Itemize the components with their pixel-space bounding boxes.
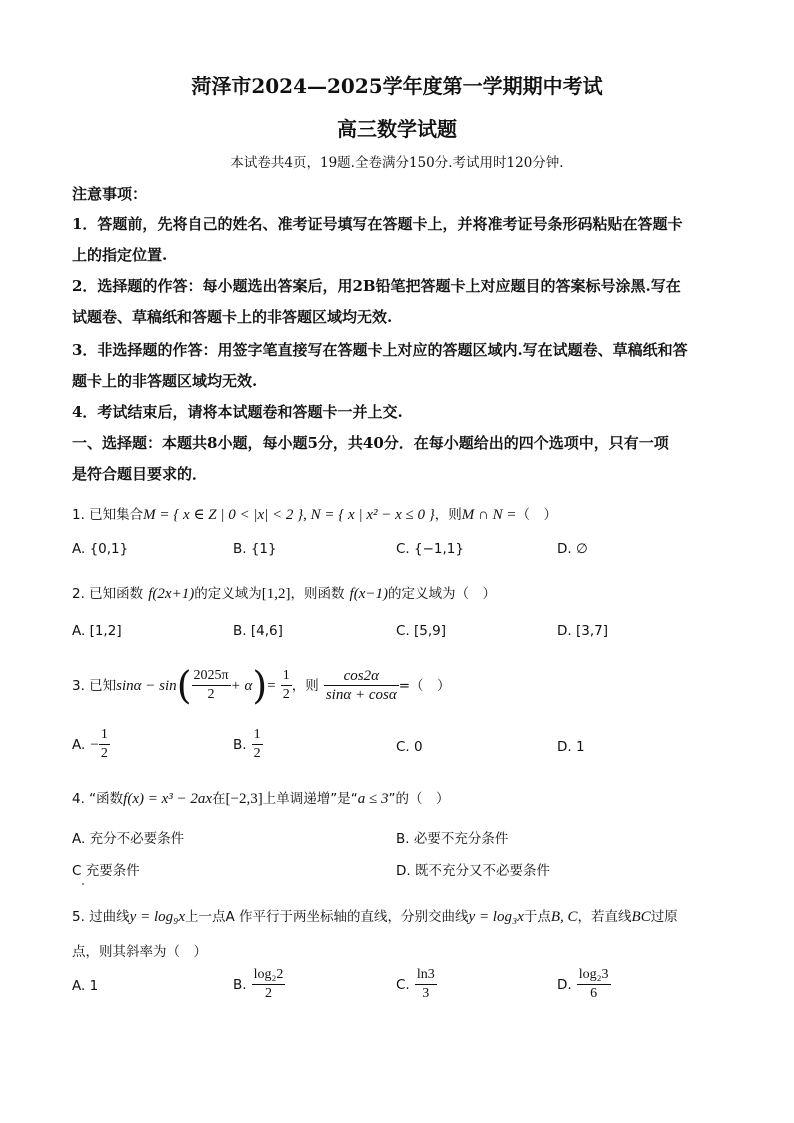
q1-mid: ，则: [434, 507, 462, 523]
exam-title: 菏泽市2024—2025学年度第一学期期中考试: [191, 74, 603, 98]
q1-option-a[interactable]: A. {0,1}: [72, 541, 129, 557]
q2-text-2: 的定义域为: [194, 586, 262, 602]
q3-option-b-den: 2: [253, 746, 261, 761]
q2-option-b[interactable]: B. [4,6]: [233, 623, 283, 639]
question-2: [72, 581, 496, 606]
q5-option-d-den: 6: [590, 986, 598, 1001]
q3-eq: =: [267, 678, 276, 694]
notice-4: 4．考试结束后，请将本试题卷和答题卡一并上交.: [72, 403, 403, 421]
notice-3-line-1: 3．非选择题的作答：用签字笔直接写在答题卡上对应的答题区域内.写在试题卷、草稿纸和答: [72, 341, 688, 359]
q3-option-a[interactable]: [72, 726, 110, 763]
q5-option-b-num: log₂2: [252, 966, 286, 985]
q5-text-1: 5. 过曲线: [72, 909, 130, 925]
notice-1-line-1: [72, 213, 682, 234]
notices-heading: 注意事项：: [72, 185, 148, 203]
q5-text-4: ，若直线: [577, 909, 632, 925]
q5-option-b-den: 2: [265, 986, 273, 1001]
notice-2-line-1: 2．选择题的作答：每小题选出答案后，用2B铅笔把答题卡上对应题目的答案标号涂黑.写在: [72, 277, 681, 295]
q5-option-b-label: B.: [233, 977, 247, 993]
q4-text-4: ”的（ ）: [388, 791, 450, 807]
q3-option-a-sign: −: [90, 737, 99, 753]
q1-set-m: M = { x ∈ Z | 0 < |x| < 2 }: [143, 507, 304, 523]
q5-line: BC: [631, 909, 651, 925]
exam-subtitle: 高三数学试题: [337, 117, 457, 141]
section-1-line-2: 是符合题目要求的．: [72, 465, 208, 483]
notice-2-line-2: 试题卷、草稿纸和答题卡上的非答题区域均无效.: [72, 308, 393, 326]
q5-option-c[interactable]: [396, 966, 437, 1003]
q1-set-n: N = { x | x² − x ≤ 0 }: [310, 507, 435, 523]
q3-inner-num: 2025π: [192, 667, 231, 686]
q5-option-d[interactable]: [557, 966, 611, 1003]
q3-inner-den: 2: [207, 687, 215, 702]
q3-option-c[interactable]: C. 0: [396, 739, 423, 755]
question-5-line-2: 点，则其斜率为（ ）: [72, 944, 207, 960]
q2-func-1: f(2x+1): [148, 586, 195, 602]
q3-option-a-num: 1: [99, 726, 110, 745]
exam-note: 本试卷共4页，19题.全卷满分150分.考试用时120分钟.: [230, 155, 564, 171]
q3-paren-open: (: [176, 663, 192, 708]
q4-func: f(x) = x³ − 2ax: [123, 791, 213, 807]
q5-text-3: 于点: [523, 909, 551, 925]
q4-interval: [−2,3]: [225, 791, 263, 807]
stray-dot: [82, 883, 84, 885]
q3-target-fraction: [324, 667, 399, 704]
q2-func-2: f(x−1): [349, 586, 388, 602]
question-5-line-1: [72, 905, 678, 926]
q1-option-c[interactable]: C. {−1,1}: [396, 541, 464, 557]
section-1-line-1: 一、选择题：本题共8小题，每小题5分，共40分．在每小题给出的四个选项中，只有一项: [72, 434, 669, 452]
q4-option-a[interactable]: A. 充分不必要条件: [72, 831, 185, 847]
q3-frac-den: sinα + cosα: [325, 687, 397, 703]
q2-text-4: 的定义域为（ ）: [387, 586, 496, 602]
q3-option-b-label: B.: [233, 737, 247, 753]
q1-option-d[interactable]: D. ∅: [557, 541, 588, 557]
q3-frac-num: cos2α: [324, 667, 399, 686]
question-4: [72, 787, 449, 808]
q5-text-5: 过原: [650, 909, 678, 925]
q3-rhs-den: 2: [282, 687, 290, 702]
q4-option-c[interactable]: C 充要条件: [72, 863, 140, 879]
q2-option-d[interactable]: D. [3,7]: [557, 623, 608, 639]
q4-option-d[interactable]: D. 既不充分又不必要条件: [396, 863, 550, 879]
notice-1-line-2: 上的指定位置.: [72, 246, 168, 264]
q5-option-c-label: C.: [396, 977, 410, 993]
q5-option-b[interactable]: [233, 966, 285, 1003]
q2-option-a[interactable]: A. [1,2]: [72, 623, 122, 639]
q5-curve-1: y = log₉x: [129, 909, 185, 925]
q2-option-c[interactable]: C. [5,9]: [396, 623, 447, 639]
q1-expr: M ∩ N =: [461, 507, 517, 523]
q3-option-d[interactable]: D. 1: [557, 739, 585, 755]
q4-text-1: 4. “函数: [72, 791, 124, 807]
q3-rhs-fraction: [281, 667, 292, 704]
q3-lhs: sinα − sin: [116, 678, 177, 694]
q1-prefix: 1. 已知集合: [72, 507, 144, 523]
notice-3-line-2: 题卡上的非答题区域均无效.: [72, 372, 258, 390]
q3-paren-close: ): [252, 663, 268, 708]
q1-option-b[interactable]: B. {1}: [233, 541, 277, 557]
q3-option-b-fraction: [252, 726, 263, 763]
q5-option-c-fraction: [415, 966, 437, 1003]
q5-points: B, C: [550, 909, 578, 925]
q3-option-a-label: A.: [72, 737, 86, 753]
question-3: [72, 662, 451, 709]
notice-1-text-1: 1．答题前，先将自己的姓名、准考证号填写在答题卡上，并将准考证号条形码粘贴在答题卡: [72, 215, 683, 233]
q3-text-1: 3. 已知: [72, 678, 117, 694]
q3-text-2: ，则: [291, 678, 319, 694]
q4-text-3: 上单调递增”是“: [262, 791, 358, 807]
q3-inner-tail: + α: [230, 678, 253, 694]
q5-option-d-num: log₂3: [577, 966, 611, 985]
q3-option-a-fraction: [99, 726, 110, 763]
q3-option-b-num: 1: [252, 726, 263, 745]
q2-domain-1: [1,2]: [261, 586, 291, 602]
q3-text-3: =（ ）: [398, 678, 451, 694]
q4-text-2: 在: [212, 791, 226, 807]
q1-blank: （ ）: [516, 507, 557, 523]
q4-option-b[interactable]: B. 必要不充分条件: [396, 831, 509, 847]
q5-option-d-fraction: [577, 966, 611, 1003]
q3-inner-fraction: [192, 667, 231, 704]
q5-option-d-label: D.: [557, 977, 572, 993]
q5-option-c-num: ln3: [415, 966, 437, 985]
q2-text-1: 2. 已知函数: [72, 586, 144, 602]
question-1: 1. 已知集合M = { x ∈ Z | 0 < |x| < 2 }, N = { x | x² − x ≤ 0 }，则M ∩ N =（ ）: [72, 507, 557, 523]
q5-text-2: 上一点A 作平行于两坐标轴的直线，分别交曲线: [185, 909, 469, 925]
q3-option-b[interactable]: [233, 726, 263, 763]
q5-curve-2: y = log₃x: [468, 909, 524, 925]
q3-option-a-den: 2: [100, 746, 108, 761]
q4-cond: a ≤ 3: [357, 791, 389, 807]
q5-option-c-den: 3: [422, 986, 430, 1001]
q3-rhs-num: 1: [281, 667, 292, 686]
q2-text-3: ，则函数: [290, 586, 345, 602]
q5-option-a[interactable]: A. 1: [72, 978, 99, 994]
q5-option-b-fraction: [252, 966, 286, 1003]
